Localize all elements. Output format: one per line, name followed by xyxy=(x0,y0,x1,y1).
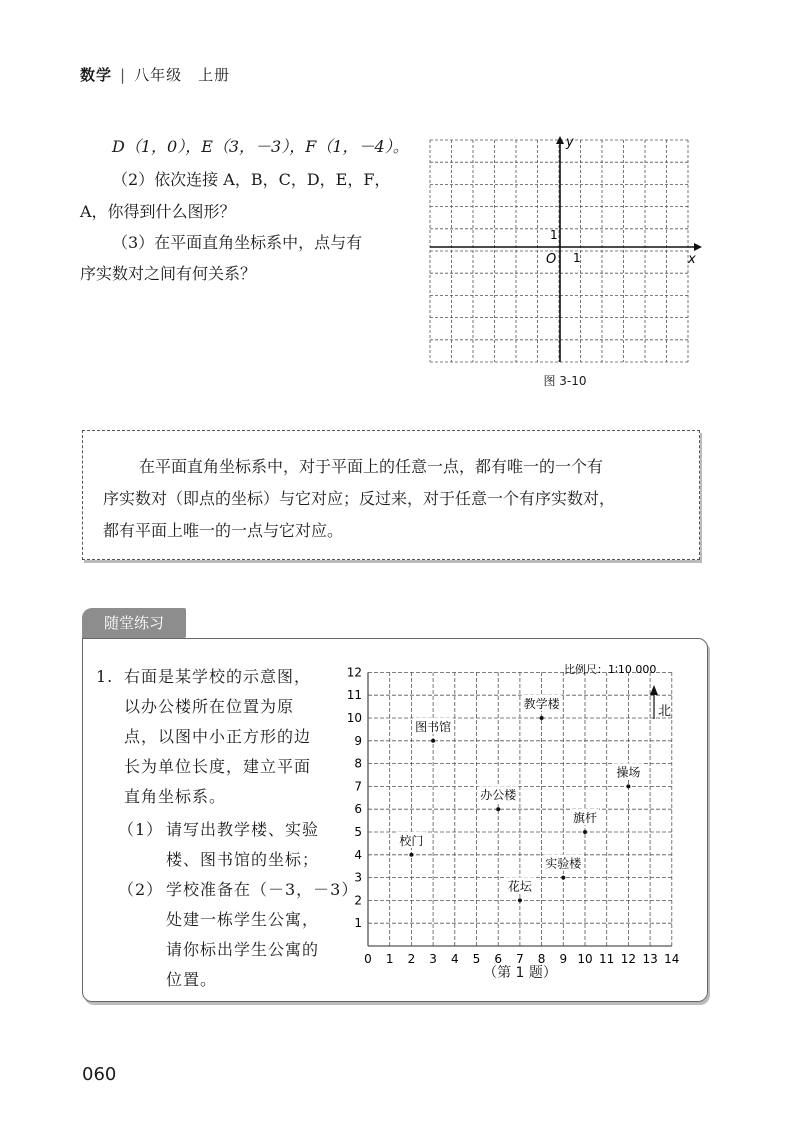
map-x-tick: 5 xyxy=(472,952,481,966)
map-grid xyxy=(368,672,672,946)
figure-3-10-grid xyxy=(420,130,710,400)
header-grade: 八年级 上册 xyxy=(134,66,231,84)
building-label: 教学楼 xyxy=(523,697,560,711)
origin-label: O xyxy=(546,252,557,267)
building-label: 操场 xyxy=(616,765,641,780)
building-label: 旗杆 xyxy=(572,811,598,825)
map-y-tick: 10 xyxy=(346,711,362,725)
page-header xyxy=(80,64,230,85)
building-label: 花坛 xyxy=(507,879,532,894)
north-arrowhead-icon xyxy=(650,685,658,695)
school-map xyxy=(340,655,696,995)
header-subject: 数学 xyxy=(80,66,113,84)
question-line-1: 右面是某学校的示意图， xyxy=(124,667,312,686)
map-x-tick: 0 xyxy=(364,952,372,966)
map-y-tick: 7 xyxy=(354,779,362,794)
question-number: 1. xyxy=(96,667,114,686)
intro-line-1: D（1，0），E（3，－3），F（1，－4）。 xyxy=(112,137,409,156)
building-point xyxy=(431,739,435,743)
question-line-2: 以办公楼所在位置为原 xyxy=(124,697,295,716)
sub2-line-1: 学校准备在（－3，－3） xyxy=(166,880,359,899)
conclusion-line-3: 都有平面上唯一的一点与它对应。 xyxy=(103,521,344,540)
map-y-tick: 8 xyxy=(354,756,362,771)
sub2-line-3: 请你标出学生公寓的 xyxy=(166,940,320,959)
exercise-tab: 随堂练习 xyxy=(82,608,186,638)
map-y-tick: 4 xyxy=(354,847,362,862)
building-point xyxy=(409,853,413,857)
conclusion-line-2: 序实数对（即点的坐标）与它对应；反过来，对于任意一个有序实数对， xyxy=(103,489,616,508)
map-y-tick: 3 xyxy=(354,870,362,885)
conclusion-line-1: 在平面直角坐标系中，对于平面上的任意一点，都有唯一的一个有 xyxy=(139,457,604,476)
map-x-tick: 9 xyxy=(559,952,568,966)
map-y-tick: 2 xyxy=(354,893,362,908)
x-axis-arrow xyxy=(694,243,702,251)
map-x-tick: 13 xyxy=(642,952,658,966)
sub1-number: （1） xyxy=(118,820,164,839)
intro-line-5: 序实数对之间有何关系？ xyxy=(80,264,257,283)
figure-grid-lines xyxy=(430,140,688,362)
question-line-3: 点，以图中小正方形的边 xyxy=(124,727,312,746)
map-x-tick: 8 xyxy=(537,952,546,966)
sub2-line-4: 位置。 xyxy=(166,970,218,989)
map-x-tick: 11 xyxy=(599,952,615,966)
building-point xyxy=(540,716,544,720)
map-x-tick: 6 xyxy=(494,952,503,966)
map-x-tick: 7 xyxy=(516,952,524,966)
map-y-tick: 6 xyxy=(354,802,362,817)
unit-y-label: 1 xyxy=(550,228,558,242)
unit-x-label: 1 xyxy=(573,251,581,265)
question-line-4: 长为单位长度，建立平面 xyxy=(124,757,312,776)
map-x-tick: 12 xyxy=(620,952,637,966)
map-caption: （第 1 题） xyxy=(483,965,557,981)
building-point xyxy=(626,784,630,788)
conclusion-box xyxy=(82,430,700,560)
intro-line-4: （3）在平面直角坐标系中，点与有 xyxy=(112,233,363,252)
building-label: 图书馆 xyxy=(415,719,452,734)
sub1-line-2: 楼、图书馆的坐标； xyxy=(166,850,320,869)
building-label: 实验楼 xyxy=(545,856,582,871)
building-point xyxy=(518,898,522,902)
building-point xyxy=(561,876,565,880)
map-x-tick: 14 xyxy=(664,952,680,966)
map-x-tick: 4 xyxy=(450,952,459,966)
map-x-tick: 2 xyxy=(407,952,416,966)
header-separator: | xyxy=(120,66,127,84)
map-scale: 比例尺：1∶10 000 xyxy=(564,663,657,676)
map-y-tick: 5 xyxy=(354,825,362,839)
building-point xyxy=(583,830,587,834)
sub2-number: （2） xyxy=(118,880,164,899)
intro-line-3: A，你得到什么图形？ xyxy=(80,202,236,221)
y-axis-label: y xyxy=(566,135,574,150)
map-ticks xyxy=(347,665,680,966)
page-number: 060 xyxy=(82,1064,117,1085)
building-label: 校门 xyxy=(399,833,424,848)
map-y-tick: 9 xyxy=(354,733,362,748)
map-y-tick: 11 xyxy=(346,688,362,703)
north-label: 北 xyxy=(658,704,672,719)
intro-line-2: （2）依次连接 A，B，C，D，E，F， xyxy=(112,170,391,189)
map-x-tick: 3 xyxy=(429,952,437,966)
building-point xyxy=(496,807,500,811)
sub2-line-2: 处建一栋学生公寓， xyxy=(166,910,320,929)
map-y-tick: 12 xyxy=(346,665,362,680)
sub1-line-1: 请写出教学楼、实验 xyxy=(166,820,320,839)
building-label: 办公楼 xyxy=(480,788,517,803)
map-x-tick: 10 xyxy=(577,952,593,966)
x-axis-label: x xyxy=(688,252,696,267)
question-line-5: 直角坐标系。 xyxy=(124,787,227,806)
figure-caption: 图 3-10 xyxy=(543,374,587,388)
map-y-tick: 1 xyxy=(354,916,362,931)
map-x-tick: 1 xyxy=(385,952,394,966)
